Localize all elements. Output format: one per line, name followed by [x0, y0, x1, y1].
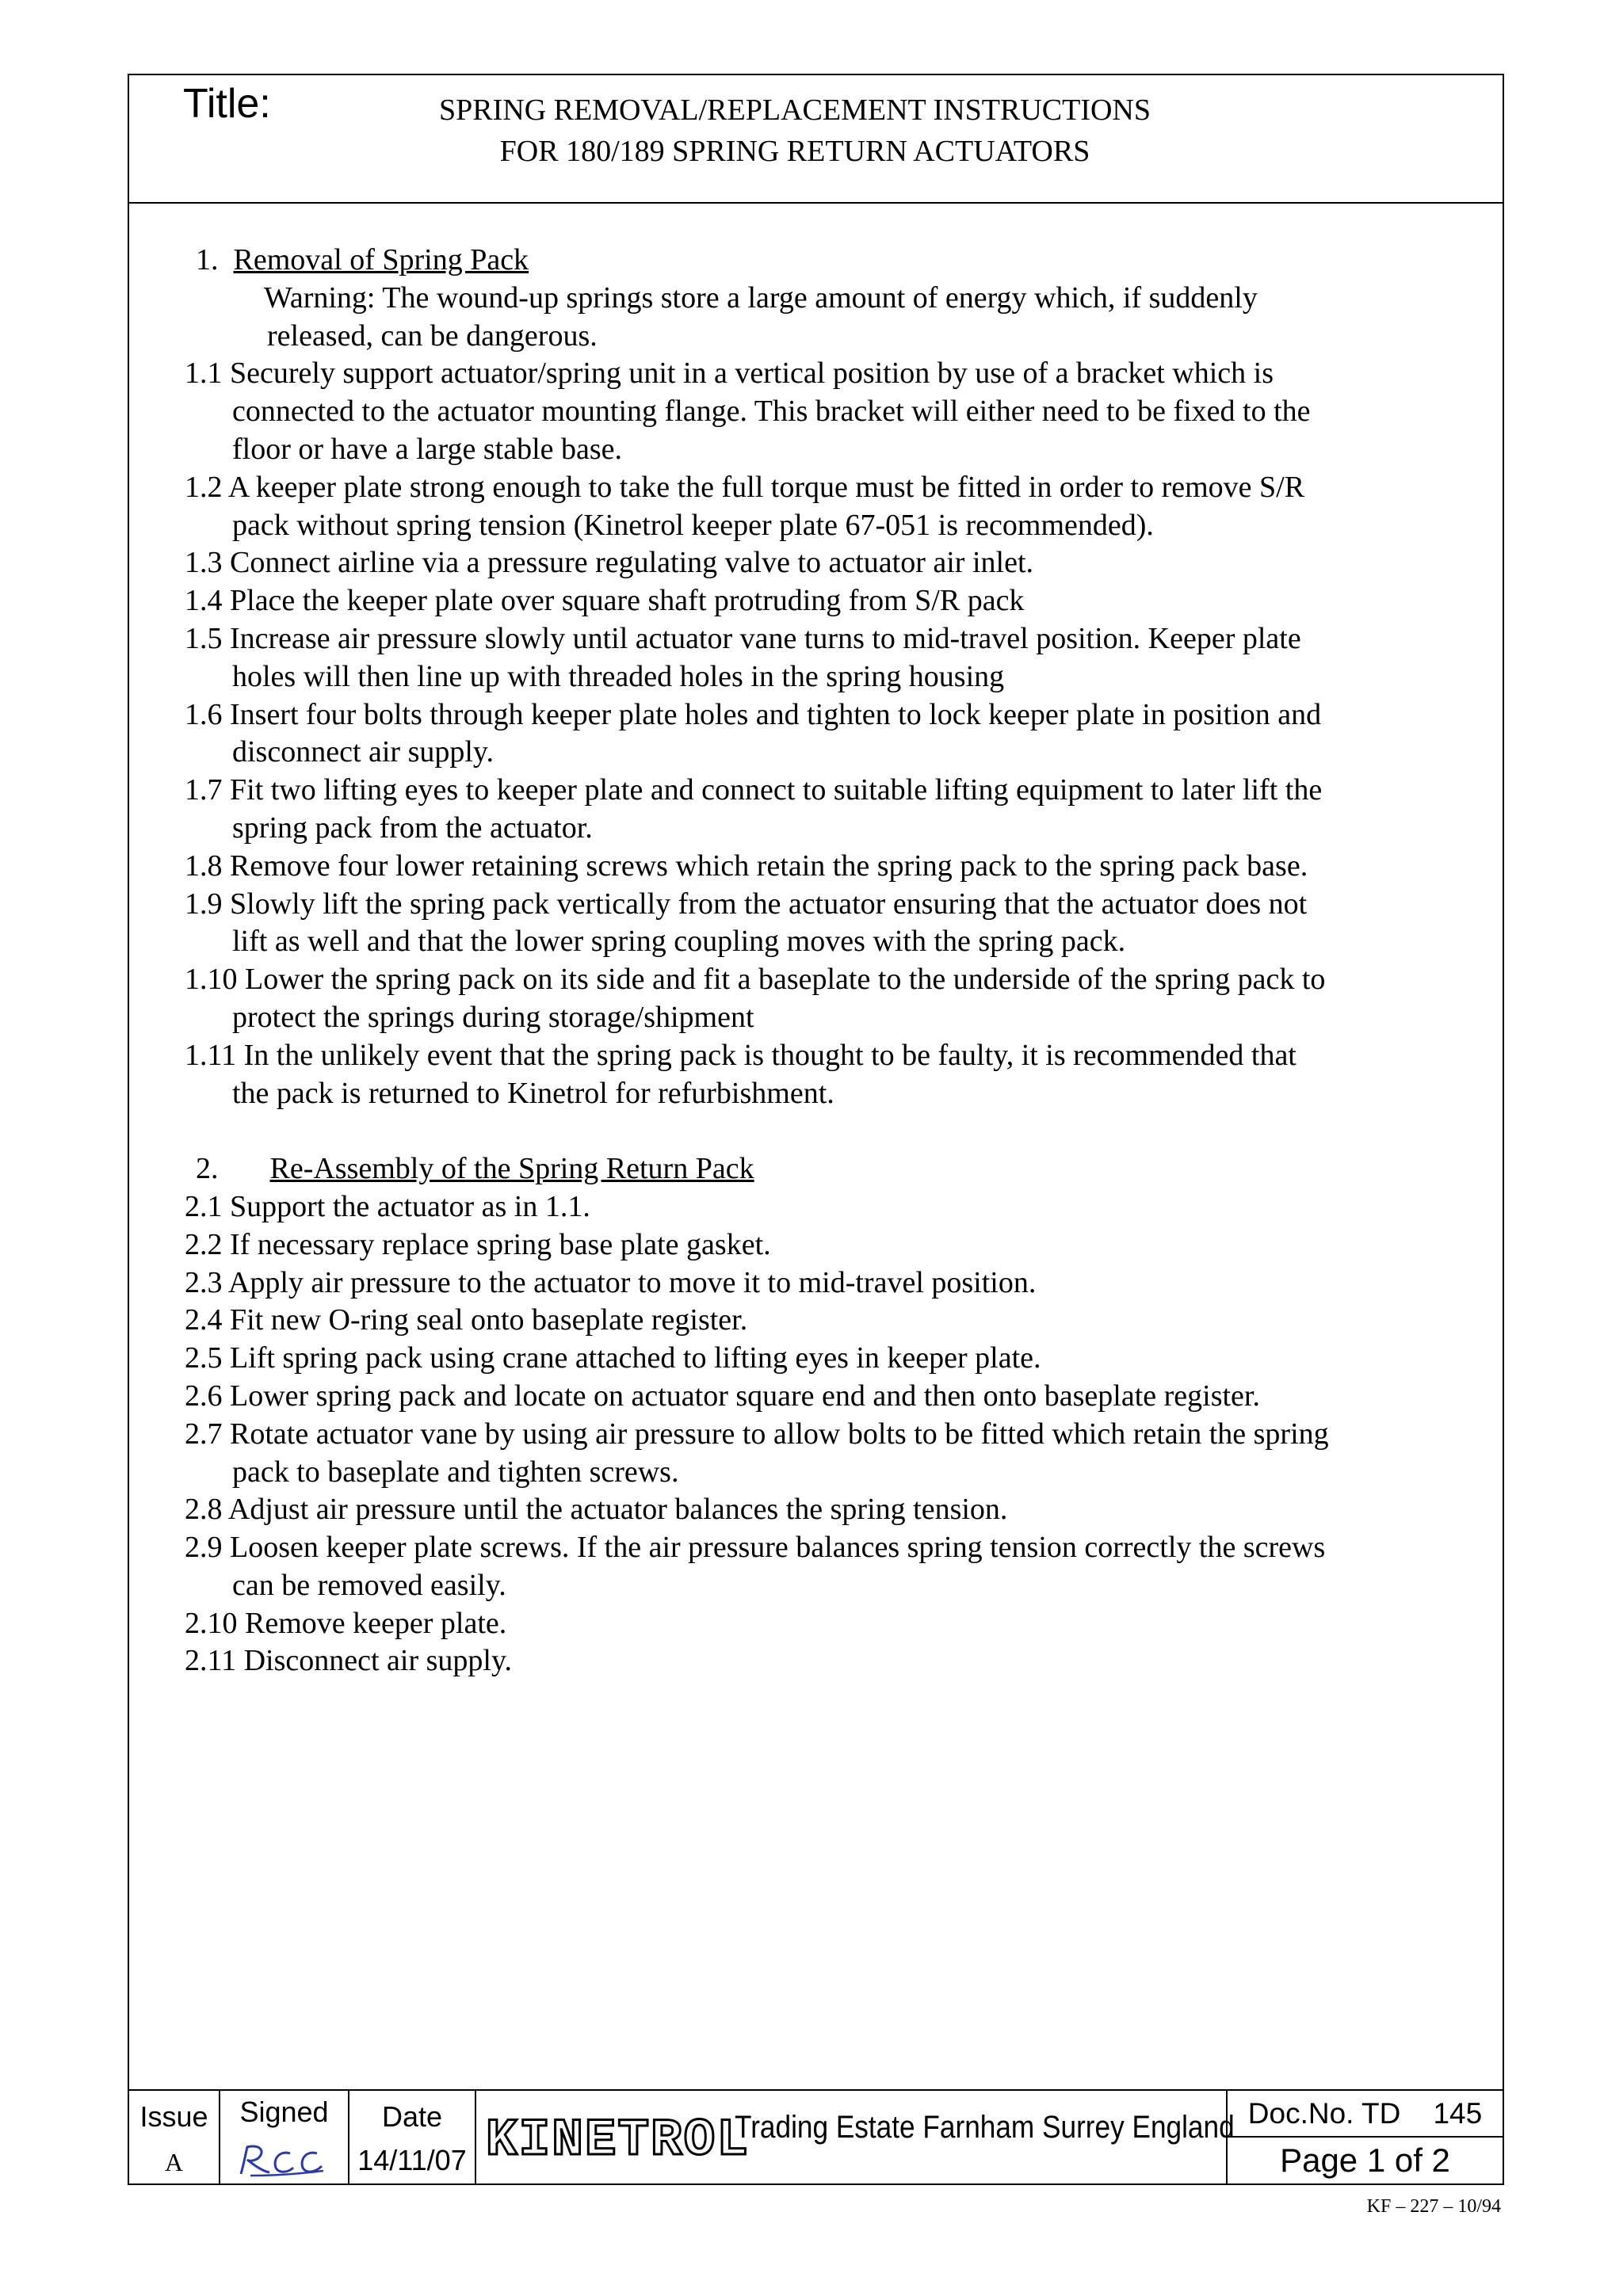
step-line: 2.2 If necessary replace spring base plate gasket. [185, 1227, 771, 1261]
step-line: 2.4 Fit new O-ring seal onto baseplate register. [185, 1303, 748, 1337]
step-continuation-line: protect the springs during storage/shipment [232, 1000, 754, 1034]
section-2-heading [185, 1150, 1484, 1188]
title-label: Title: [183, 81, 271, 127]
section-1-steps [185, 355, 1484, 1112]
section-title: Re-Assembly of the Spring Return Pack [269, 1152, 754, 1186]
signed-label: Signed [239, 2096, 329, 2128]
section-number: 1. [196, 243, 219, 277]
title-block [129, 75, 1503, 204]
step-line: 2.7 Rotate actuator vane by using air pressure to allow bolts to be fitted which retain the spring [185, 1417, 1329, 1451]
step-continuation-line: lift as well and that the lower spring coupling moves with the spring pack. [232, 925, 1126, 959]
step-line: 1.5 Increase air pressure slowly until actuator vane turns to mid-travel position. Keeper plate [185, 621, 1301, 655]
step-line: 2.9 Loosen keeper plate screws. If the air pressure balances spring tension correctly the screws [185, 1531, 1326, 1565]
step-line: 1.9 Slowly lift the spring pack vertically from the actuator ensuring that the actuator does not [185, 887, 1308, 921]
kinetrol-logo: KINETROL [486, 2111, 750, 2170]
step-line: 2.11 Disconnect air supply. [185, 1644, 512, 1678]
company-cell [476, 2091, 1235, 2183]
step-line: 1.6 Insert four bolts through keeper plate holes and tighten to lock keeper plate in position and [185, 697, 1322, 731]
form-code: KF – 227 – 10/94 [1366, 2196, 1501, 2217]
date-value: 14/11/07 [357, 2144, 467, 2176]
document-frame [128, 74, 1504, 2185]
date-label: Date [381, 2100, 443, 2133]
date-cell [349, 2091, 476, 2183]
signature [235, 2139, 330, 2179]
title-line-1: SPRING REMOVAL/REPLACEMENT INSTRUCTIONS [438, 93, 1151, 127]
step-continuation-line: can be removed easily. [232, 1568, 506, 1602]
step-line: 1.1 Securely support actuator/spring unit in a vertical position by use of a bracket which is [185, 357, 1274, 391]
step-line: 2.1 Support the actuator as in 1.1. [185, 1189, 590, 1223]
step-line: 1.11 In the unlikely event that the spring pack is thought to be faulty, it is recommended that [185, 1038, 1296, 1072]
step-continuation-line: floor or have a large stable base. [232, 432, 623, 466]
step-line: 1.8 Remove four lower retaining screws which retain the spring pack to the spring pack base. [185, 849, 1308, 883]
step-continuation-line: connected to the actuator mounting flange. This bracket will either need to be fixed to the [232, 395, 1311, 429]
step-continuation-line: the pack is returned to Kinetrol for refurbishment. [232, 1076, 834, 1110]
footer-title-block [129, 2089, 1503, 2183]
issue-value: A [164, 2148, 184, 2176]
step-continuation-line: pack without spring tension (Kinetrol keeper plate 67-051 is recommended). [232, 508, 1154, 542]
step-continuation-line: disconnect air supply. [232, 735, 494, 769]
instructions-body [185, 242, 1484, 1680]
company-address: Trading Estate Farnham Surrey England [735, 2110, 1235, 2145]
step-continuation-line: spring pack from the actuator. [232, 810, 593, 845]
title-line-2: FOR 180/189 SPRING RETURN ACTUATORS [499, 135, 1090, 168]
step-line: 2.5 Lift spring pack using crane attached to lifting eyes in keeper plate. [185, 1341, 1041, 1375]
issue-label: Issue [139, 2100, 208, 2133]
step-line: 1.10 Lower the spring pack on its side and fit a baseplate to the underside of the spring pack to [185, 963, 1326, 997]
step-line: 2.8 Adjust air pressure until the actuator balances the spring tension. [185, 1493, 1008, 1527]
section-1-heading [185, 242, 1484, 280]
doc-number: Doc.No. TD 145 [1228, 2091, 1503, 2138]
step-line: 1.3 Connect airline via a pressure regulating valve to actuator air inlet. [185, 546, 1033, 580]
section-number: 2. [196, 1152, 219, 1186]
step-line: 2.3 Apply air pressure to the actuator to move it to mid-travel position. [185, 1265, 1037, 1299]
step-line: 2.10 Remove keeper plate. [185, 1606, 507, 1640]
issue-cell [129, 2091, 220, 2183]
warning-line: Warning: The wound-up springs store a large amount of energy which, if suddenly [264, 280, 1258, 315]
step-line: 1.2 A keeper plate strong enough to take the full torque must be fitted in order to remove S/R [185, 470, 1305, 504]
page-number: Page 1 of 2 [1280, 2142, 1450, 2179]
section-2-steps [185, 1188, 1484, 1680]
document-title [288, 90, 1302, 172]
step-continuation-line: holes will then line up with threaded holes in the spring housing [232, 659, 1005, 693]
step-line: 1.7 Fit two lifting eyes to keeper plate and connect to suitable lifting equipment to later lift the [185, 773, 1323, 807]
step-line: 2.6 Lower spring pack and locate on actuator square end and then onto baseplate register. [185, 1379, 1260, 1413]
signed-cell [220, 2091, 349, 2183]
step-line: 1.4 Place the keeper plate over square shaft protruding from S/R pack [185, 584, 1025, 618]
document-number-cell [1228, 2091, 1503, 2183]
section-title: Removal of Spring Pack [233, 243, 529, 277]
step-continuation-line: pack to baseplate and tighten screws. [232, 1455, 679, 1489]
warning-line: released, can be dangerous. [267, 318, 598, 353]
